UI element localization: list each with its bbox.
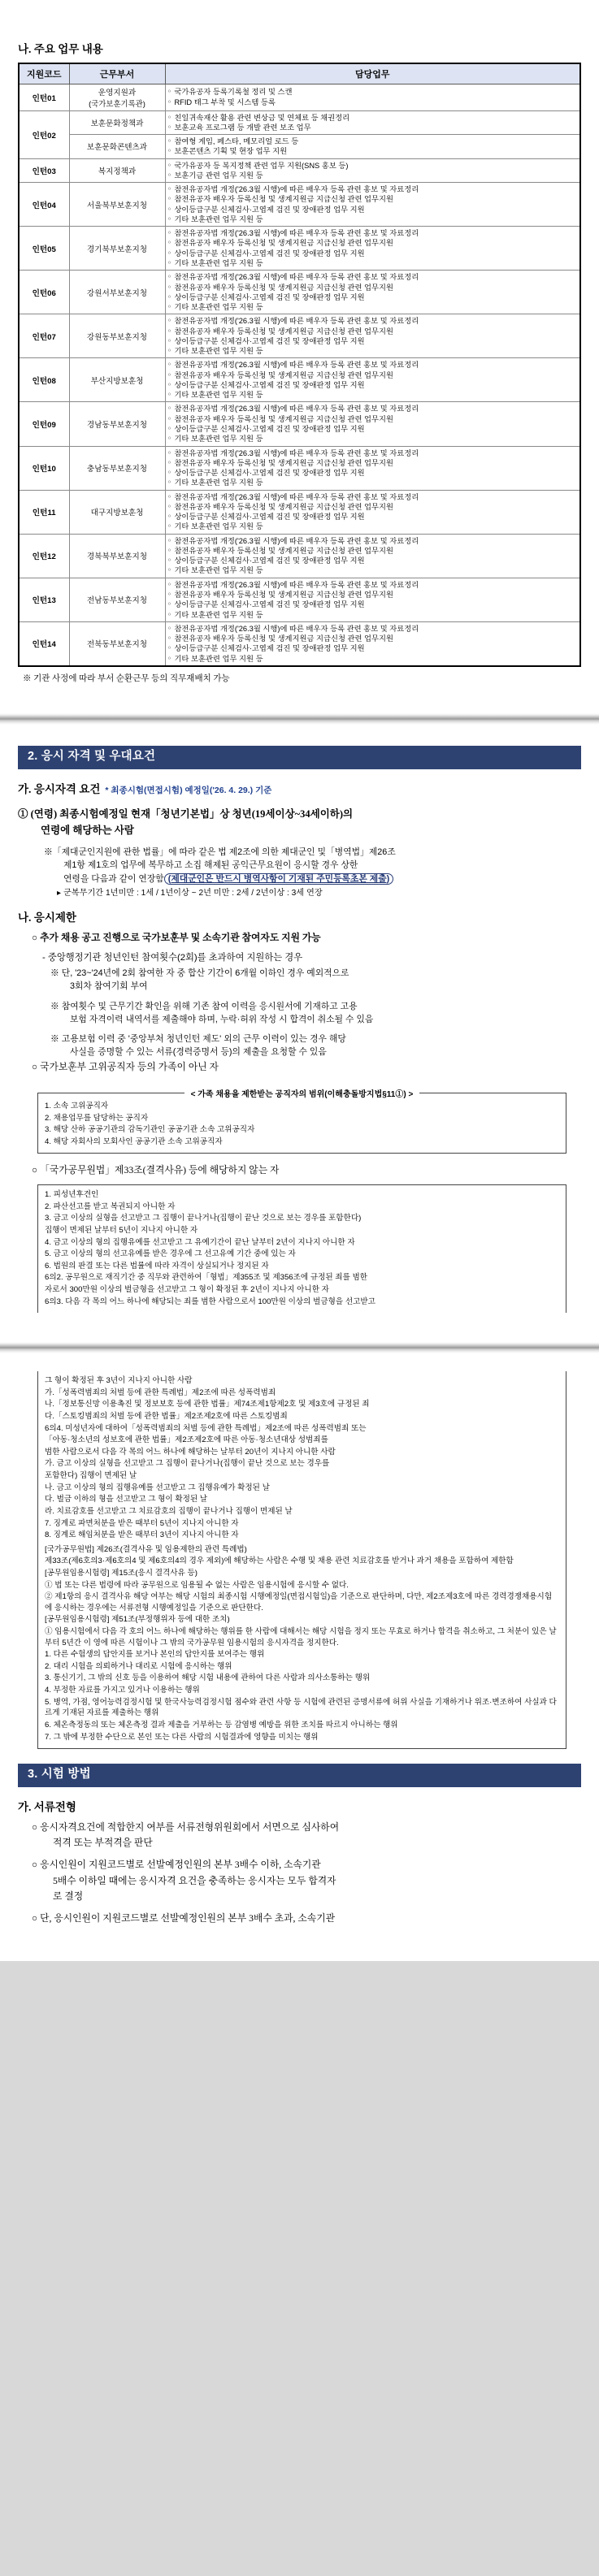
law-excerpt-line: [공무원임용시험령] 제15조(응시 결격사유 등): [45, 1568, 197, 1578]
subsection-a-title: [18, 782, 581, 797]
duty-item: ○ 상이등급구분 신체검사·고엽제 검진 및 장애판정 업무 지원: [168, 380, 578, 390]
law-excerpt-line: ② 제1항의 응시 결격사유 해당 여부는 해당 시험의 최종시험 시행예정일(면접시험일)을 기준으로 판단하며, 다만, 제2조제3호에 따른 경력경쟁채용시험에 응시하는 경우에는 서류전형 시행예정일을 기준으로 판단한다.: [45, 1592, 553, 1613]
cell-department: 경북북부보훈지청: [69, 534, 165, 578]
disqualification-item: 8. 징계로 해임처분을 받은 때부터 3년이 지나지 아니한 자: [45, 1530, 239, 1540]
duty-item: ○ 참전유공자법 개정('26.3월 시행)에 따른 배우자 등록 관련 홍보 및 자료정리: [168, 316, 578, 326]
duty-item: ○ 친일귀속재산 활용 관련 변상금 및 연체료 등 채권정리: [168, 113, 578, 123]
table-row: [19, 135, 580, 159]
table-row: [19, 314, 580, 358]
screening-item: [18, 1858, 581, 1904]
page-1: [0, 0, 599, 713]
disqualification-box-part2: [37, 1371, 566, 1749]
cell-department: 운영지원과 (국가보훈기록관): [69, 84, 165, 110]
law-excerpt-line: [공무원임용시험령] 제51조(부정행위자 등에 대한 조치): [45, 1615, 230, 1625]
law-excerpt-line: 3. 통신기기, 그 밖의 신호 등을 이용하여 해당 시험 내용에 관하여 다른 사람과 의사소통하는 행위: [45, 1673, 371, 1683]
disqualification-item: 6의2. 공무원으로 재직기간 중 직무와 관련하여「형법」제355조 및 제356조에 규정된 죄를 범한: [45, 1273, 368, 1283]
duty-item: ○ 국가유공자 등록기록철 정리 및 스캔: [168, 87, 578, 97]
veteran-note-line3: [18, 872, 581, 885]
screening-item-line: ○ 응시인원이 지원코드별로 선발예정인원의 본부 3배수 이하, 소속기관: [32, 1858, 321, 1870]
disqualification-item: 3. 금고 이상의 실형을 선고받고 그 집행이 끝나거나(집행이 끝난 것으로 보는 경우를 포함한다): [45, 1214, 362, 1223]
duty-item: ○ 참전유공자법 개정('26.3월 시행)에 따른 배우자 등록 관련 홍보 및 자료정리: [168, 448, 578, 458]
cell-department: 보훈문화정책과: [69, 110, 165, 135]
cell-duties: [165, 135, 580, 159]
duty-item: ○ 보훈교육 프로그램 등 개발 관련 보조 업무: [168, 123, 578, 132]
cell-support-code: 인턴05: [19, 227, 69, 271]
cell-duties: [165, 490, 580, 534]
duty-item: ○ 기타 보훈관련 업무 지원 등: [168, 214, 578, 224]
screening-item-line: 5배수 이하일 때에는 응시자격 요건을 충족하는 응시자는 모두 합격자: [53, 1874, 336, 1886]
duty-item: ○ 기타 보훈관련 업무 지원 등: [168, 610, 578, 620]
duty-item: ○ 참여형 게임, 페스타, 메모리얼 로드 등: [168, 136, 578, 146]
disqualification-item: 다.「스토킹범죄의 처벌 등에 관한 법률」제2조제2호에 따른 스토킹범죄: [45, 1412, 288, 1422]
cell-duties: [165, 446, 580, 490]
duty-item: ○ 참전유공자법 개정('26.3월 시행)에 따른 배우자 등록 관련 홍보 및 자료정리: [168, 492, 578, 502]
subsection-a-label: 가. 응시자격 요건: [18, 782, 101, 795]
conflict-box-items: [45, 1101, 559, 1147]
disqualification-items: [45, 1189, 559, 1307]
restriction-note-2-line2: 보험 자격이력 내역서를 제출해야 하며, 누락·허위 작성 시 합격이 취소될 수 있음: [70, 1014, 374, 1024]
law-excerpt-line: 2. 대리 시험을 의뢰하거나 대리로 시험에 응시하는 행위: [45, 1661, 232, 1671]
table-row: [19, 578, 580, 621]
law-excerpt-line: ① 법 또는 다른 법령에 따라 공무원으로 임용될 수 없는 사람은 임용시험에 응시할 수 없다.: [45, 1580, 349, 1590]
cell-department: 경남동부보훈지청: [69, 402, 165, 446]
disqualification-item: 다. 벌금 이하의 형을 선고받고 그 형이 확정된 날: [45, 1495, 208, 1504]
cell-department: 부산지방보훈청: [69, 358, 165, 402]
duty-item: ○ 보훈기금 관련 업무 지원 등: [168, 171, 578, 180]
law-excerpt-line: [국가공무원법] 제26조(결격사유 및 임용제한의 관련 특례법): [45, 1544, 247, 1554]
duty-item: ○ 참전유공자법 개정('26.3월 시행)에 따른 배우자 등록 관련 홍보 및 자료정리: [168, 184, 578, 194]
duty-item: ○ 기타 보훈관련 업무 지원 등: [168, 522, 578, 531]
disqualification-item: 집행이 면제된 날부터 5년이 지나지 아니한 자: [45, 1225, 198, 1235]
table-row: [19, 271, 580, 314]
restriction-item-2: ○ 국가보훈부 고위공직자 등의 가족이 아닌 자: [32, 1061, 219, 1073]
table-row: [19, 158, 580, 183]
duty-item: ○ 기타 보훈관련 업무 지원 등: [168, 654, 578, 664]
subsection-b-title: 나. 응시제한: [18, 911, 76, 924]
section-heading-2: 2. 응시 자격 및 우대요건: [18, 746, 581, 769]
disqualification-item: 2. 파산선고를 받고 복권되지 아니한 자: [45, 1201, 176, 1211]
cell-duties: [165, 271, 580, 314]
duty-item: ○ 기타 보훈관련 업무 지원 등: [168, 390, 578, 400]
disqualification-item: 나. 금고 이상의 형의 집행유예를 선고받고 그 집행유예가 확정된 날: [45, 1483, 270, 1492]
veteran-note-boxed: (제대군인은 반드시 병역사항이 기재된 주민등록초본 제출): [164, 873, 394, 885]
duty-item: ○ 참전유공자법 개정('26.3월 시행)에 따른 배우자 등록 관련 홍보 및 자료정리: [168, 404, 578, 413]
conflict-item: 3. 해당 산하 공공기관의 감독기관인 공공기관 소속 고위공직자: [45, 1125, 255, 1135]
age-requirement-line2: 연령에 해당하는 사람: [41, 824, 134, 836]
disqualification-item: 5. 금고 이상의 형의 선고유예를 받은 경우에 그 선고유예 기간 중에 있는 자: [45, 1249, 296, 1259]
duty-item: ○ 상이등급구분 신체검사·고엽제 검진 및 장애판정 업무 지원: [168, 249, 578, 258]
duty-item: ○ 국가유공자 등 복지정책 관련 업무 지원(SNS 홍보 등): [168, 161, 578, 171]
cell-support-code: 인턴12: [19, 534, 69, 578]
cell-department: 전남동부보훈지청: [69, 578, 165, 621]
duty-item: ○ 참전유공자 배우자 등록신청 및 생계지원금 지급신청 관련 업무지원: [168, 283, 578, 292]
disqualification-item: 나.「정보통신망 이용촉진 및 정보보호 등에 관한 법률」제74조제1항제2호 및 제3호에 규정된 죄: [45, 1400, 370, 1409]
cell-duties: [165, 158, 580, 183]
cell-duties: [165, 578, 580, 621]
law-excerpt-line: ① 임용시험에서 다음 각 호의 어느 하나에 해당하는 행위를 한 사람에 대해서는 해당 시험을 정지 또는 무효로 하거나 합격을 취소하고, 그 처분이 있은 날부터 5년간 이 영에 따른 시험이나 그 밖의 국가공무원 임용시험의 응시자격을 정지한다.: [45, 1627, 557, 1647]
law-excerpt-line: 5. 병역, 가점, 영어능력검정시험 및 한국사능력검정시험 점수와 관련 사항 등 시험에 관련된 증명서류에 허위 사실을 기재하거나 위조·변조하여 사실과 다르게 기재된 자료를 제출하는 행위: [45, 1697, 557, 1718]
related-law-excerpts: [45, 1544, 559, 1743]
subsection-a-note: * 최종시험(면접시험) 예정일('26. 4. 29.) 기준: [105, 785, 272, 795]
table-row: [19, 490, 580, 534]
cell-support-code: 인턴11: [19, 490, 69, 534]
law-excerpt-line: 4. 부정한 자료를 가지고 있거나 이용하는 행위: [45, 1686, 200, 1695]
disqualification-item: 1. 피성년후견인: [45, 1190, 99, 1200]
veteran-note-sub: ▸ 군복무기간 1년미만 : 1세 / 1년이상 ~ 2년 미만 : 2세 / 2년이상 : 3세 연장: [57, 888, 323, 898]
duty-item: ○ 참전유공자 배우자 등록신청 및 생계지원금 지급신청 관련 업무지원: [168, 590, 578, 600]
duty-item: ○ 상이등급구분 신체검사·고엽제 검진 및 장애판정 업무 지원: [168, 512, 578, 522]
disqualification-item: 그 형이 확정된 후 3년이 지나지 아니한 사람: [45, 1376, 193, 1386]
duty-table: [18, 63, 581, 667]
column-header-duty: 담당업무: [165, 63, 580, 84]
disqualification-item: 6. 법원의 판결 또는 다른 법률에 따라 자격이 상실되거나 정지된 자: [45, 1261, 269, 1271]
duty-item: ○ 참전유공자 배우자 등록신청 및 생계지원금 지급신청 관련 업무지원: [168, 414, 578, 424]
disqualification-box-part1: [37, 1184, 566, 1313]
cell-support-code: 인턴02: [19, 110, 69, 158]
cell-support-code: 인턴13: [19, 578, 69, 621]
cell-department: 충남동부보훈지청: [69, 446, 165, 490]
page-separator-2: [0, 1342, 599, 1353]
cell-support-code: 인턴06: [19, 271, 69, 314]
duty-item: ○ 참전유공자법 개정('26.3월 시행)에 따른 배우자 등록 관련 홍보 및 자료정리: [168, 580, 578, 590]
duty-item: ○ 참전유공자법 개정('26.3월 시행)에 따른 배우자 등록 관련 홍보 및 자료정리: [168, 536, 578, 546]
duty-item: ○ 참전유공자법 개정('26.3월 시행)에 따른 배우자 등록 관련 홍보 및 자료정리: [168, 624, 578, 634]
cell-support-code: 인턴01: [19, 84, 69, 110]
restriction-note-3-line1: ※ 고용보험 이력 중 '중앙부처 청년인턴 제도' 외의 근무 이력이 있는 경우 해당: [50, 1033, 346, 1044]
table-row: [19, 183, 580, 227]
table-row: [19, 534, 580, 578]
table-row: [19, 84, 580, 110]
disqualification-item: 4. 금고 이상의 형의 집행유예를 선고받고 그 유예기간이 끝난 날부터 2년이 지나지 아니한 자: [45, 1237, 355, 1247]
cell-department: 대구지방보훈청: [69, 490, 165, 534]
table-row: [19, 110, 580, 135]
restriction-note-2-line1: ※ 참여횟수 및 근무기간 확인을 위해 기존 참여 이력을 응시원서에 기재하고 고용: [50, 1001, 358, 1011]
cell-duties: [165, 358, 580, 402]
duty-item: ○ 상이등급구분 신체검사·고엽제 검진 및 장애판정 업무 지원: [168, 336, 578, 346]
duty-item: ○ 참전유공자법 개정('26.3월 시행)에 따른 배우자 등록 관련 홍보 및 자료정리: [168, 272, 578, 282]
conflict-box-caption: < 가족 채용을 제한받는 공직자의 범위(이해충돌방지법§11①) >: [38, 1087, 566, 1099]
restriction-note-1-line1: ※ 단, '23~'24년에 2회 참여한 자 중 합산 기간이 6개월 이하인 경우 예외적으로: [50, 968, 349, 979]
section-heading-3: 3. 시험 방법: [18, 1764, 581, 1787]
cell-duties: [165, 314, 580, 358]
cell-duties: [165, 183, 580, 227]
table-row: [19, 227, 580, 271]
conflict-item: 1. 소속 고위공직자: [45, 1102, 109, 1110]
duty-item: ○ 상이등급구분 신체검사·고엽제 검진 및 장애판정 업무 지원: [168, 292, 578, 302]
law-excerpt-line: 1. 다른 수험생의 답안지를 보거나 본인의 답안지를 보여주는 행위: [45, 1650, 265, 1660]
duty-item: ○ 참전유공자 배우자 등록신청 및 생계지원금 지급신청 관련 업무지원: [168, 370, 578, 380]
veteran-note-line2: 제1항 제1호의 업무에 복무하고 소집 해제된 공익근무요원이 응시할 경우 상한: [63, 860, 358, 871]
page-2: [0, 725, 599, 1342]
table-note: ※ 기관 사정에 따라 부서 순환근무 등의 직무재배치 가능: [23, 673, 230, 683]
duty-item: ○ 참전유공자법 개정('26.3월 시행)에 따른 배우자 등록 관련 홍보 및 자료정리: [168, 228, 578, 238]
cell-department: 전북동부보훈지청: [69, 621, 165, 666]
duty-item: ○ 참전유공자 배우자 등록신청 및 생계지원금 지급신청 관련 업무지원: [168, 546, 578, 556]
cell-support-code: 인턴14: [19, 621, 69, 666]
duty-item: ○ 참전유공자 배우자 등록신청 및 생계지원금 지급신청 관련 업무지원: [168, 502, 578, 512]
duty-item: ○ 기타 보훈관련 업무 지원 등: [168, 346, 578, 356]
duty-item: ○ 참전유공자 배우자 등록신청 및 생계지원금 지급신청 관련 업무지원: [168, 194, 578, 204]
circle-bullet-icon: ○: [32, 931, 41, 943]
age-requirement-line1: ① (연령) 최종시험예정일 현재「청년기본법」상 청년(19세이상~34세이하)의: [18, 808, 354, 820]
disqualification-item: 라. 치료감호를 선고받고 그 치료감호의 집행이 끝나거나 집행이 면제된 날: [45, 1506, 293, 1516]
duty-item: ○ 상이등급구분 신체검사·고엽제 검진 및 장애판정 업무 지원: [168, 205, 578, 214]
disqualification-item: 포함한다) 집행이 면제된 날: [45, 1471, 137, 1481]
duty-item: ○ RFID 태그 부착 및 시스템 등록: [168, 97, 578, 107]
duty-item: ○ 기타 보훈관련 업무 지원 등: [168, 478, 578, 487]
cell-duties: [165, 621, 580, 666]
screening-item-line: 적격 또는 부적격을 판단: [53, 1837, 153, 1849]
duty-item: ○ 참전유공자 배우자 등록신청 및 생계지원금 지급신청 관련 업무지원: [168, 634, 578, 643]
disqualification-item: 가. 금고 이상의 실형을 선고받고 그 집행이 끝나거나(집행이 끝난 것으로 보는 경우를: [45, 1459, 330, 1469]
disqualification-item: 6의3. 다음 각 목의 어느 하나에 해당되는 죄를 범한 사람으로서 100만원 이상의 벌금형을 선고받고: [45, 1297, 375, 1306]
column-header-code: 지원코드: [19, 63, 69, 84]
cell-department-sub: (국가보훈기록관): [89, 98, 145, 108]
cell-duties: [165, 84, 580, 110]
cell-support-code: 인턴10: [19, 446, 69, 490]
duty-item: ○ 참전유공자 배우자 등록신청 및 생계지원금 지급신청 관련 업무지원: [168, 458, 578, 468]
screening-item-line: 로 결정: [53, 1890, 84, 1903]
circle-bullet-icon-3: ○: [32, 1164, 41, 1176]
conflict-item: 4. 해당 자회사의 모회사인 공공기관 소속 고위공직자: [45, 1136, 223, 1146]
duty-item: ○ 기타 보훈관련 업무 지원 등: [168, 302, 578, 312]
page-separator-1: [0, 713, 599, 725]
cell-support-code: 인턴04: [19, 183, 69, 227]
law-excerpt-line: 7. 그 밖에 부정한 수단으로 본인 또는 다른 사람의 시험결과에 영향을 미치는 행위: [45, 1732, 319, 1742]
duty-item: ○ 기타 보훈관련 업무 지원 등: [168, 565, 578, 575]
veteran-note-line3-pre: 연령을 다음과 같이 연장함: [63, 873, 164, 884]
law-excerpt-line: 제33조(제6호의3·제6호의4 및 제6호의4의 경우 제외)에 해당하는 사람은 수행 및 채용 관련 치료감호를 받거나 과거 채용을 포함하여 제한함: [45, 1556, 514, 1566]
duty-item: ○ 참전유공자법 개정('26.3월 시행)에 따른 배우자 등록 관련 홍보 및 자료정리: [168, 360, 578, 370]
cell-duties: [165, 534, 580, 578]
circle-bullet-icon-2: ○: [32, 1061, 41, 1073]
duty-item: ○ 상이등급구분 신체검사·고엽제 검진 및 장애판정 업무 지원: [168, 600, 578, 609]
cell-duties: [165, 227, 580, 271]
disqualification-item: 7. 징계로 파면처분을 받은 때부터 5년이 지나지 아니한 자: [45, 1518, 239, 1528]
restriction-item-1: ○ 추가 채용 공고 진행으로 국가보훈부 및 소속기관 참여자도 지원 가능: [32, 931, 321, 943]
disqualification-item: 6의4. 미성년자에 대하여「성폭력범죄의 처벌 등에 관한 특례법」제2조에 따른 성폭력범죄 또는: [45, 1423, 367, 1433]
duty-item: ○ 상이등급구분 신체검사·고엽제 검진 및 장애판정 업무 지원: [168, 424, 578, 434]
duty-table-body: [19, 84, 580, 666]
cell-department: 경기북부보훈지청: [69, 227, 165, 271]
column-header-dept: 근무부서: [69, 63, 165, 84]
disqualification-continued-items: [45, 1375, 559, 1541]
cell-duties: [165, 402, 580, 446]
restriction-dash-1: - 중앙행정기관 청년인턴 참여횟수(2회)를 초과하여 지원하는 경우: [42, 953, 303, 963]
screening-item: [18, 1821, 581, 1851]
duty-item: ○ 기타 보훈관련 업무 지원 등: [168, 258, 578, 268]
cell-department: 서울북부보훈지청: [69, 183, 165, 227]
restriction-note-1-line2: 3회차 참여기회 부여: [70, 981, 148, 992]
screening-item-line: ○ 응시자격요건에 적합한지 여부를 서류전형위원회에서 서면으로 심사하여: [32, 1821, 340, 1833]
page-3: [0, 1353, 599, 1961]
table-row: [19, 446, 580, 490]
table-row: [19, 621, 580, 666]
duty-item: ○ 참전유공자 배우자 등록신청 및 생계지원금 지급신청 관련 업무지원: [168, 327, 578, 336]
restriction-item-3: ○ 「국가공무원법」제33조(결격사유) 등에 해당하지 않는 자: [32, 1164, 280, 1176]
subsection-3a-title: 가. 서류전형: [18, 1801, 76, 1814]
cell-support-code: 인턴09: [19, 402, 69, 446]
cell-support-code: 인턴07: [19, 314, 69, 358]
cell-department: 강원동부보훈지청: [69, 314, 165, 358]
conflict-of-interest-box: [37, 1090, 566, 1154]
restriction-note-3-line2: 사실을 증명할 수 있는 서류(경력증명서 등)의 제출을 요청할 수 있음: [70, 1047, 327, 1058]
screening-item-line: ○ 단, 응시인원이 지원코드별로 선발예정인원의 본부 3배수 초과, 소속기관: [32, 1912, 335, 1924]
table-row: [19, 358, 580, 402]
duty-item: ○ 참전유공자 배우자 등록신청 및 생계지원금 지급신청 관련 업무지원: [168, 238, 578, 248]
cell-support-code: 인턴08: [19, 358, 69, 402]
duty-item: ○ 기타 보훈관련 업무 지원 등: [168, 434, 578, 444]
duty-item: ○ 상이등급구분 신체검사·고엽제 검진 및 장애판정 업무 지원: [168, 643, 578, 653]
screening-items: [18, 1821, 581, 1926]
disqualification-item: 범한 사람으로서 다음 각 목의 어느 하나에 해당하는 날부터 20년이 지나지 아니한 사람: [45, 1447, 336, 1457]
conflict-item: 2. 채용업무를 담당하는 공직자: [45, 1113, 149, 1123]
disqualification-item: 「아동·청소년의 성보호에 관한 법률」제2조제2호에 따른 아동·청소년대상 성범죄를: [45, 1435, 328, 1445]
cell-department: 복지정책과: [69, 158, 165, 183]
screening-item: [18, 1911, 581, 1926]
table-row: [19, 402, 580, 446]
veteran-note-line1: ※「제대군인지원에 관한 법률」에 따라 같은 법 제2조에 의한 제대군인 및「병역법」제26조: [44, 847, 396, 858]
duty-item: ○ 상이등급구분 신체검사·고엽제 검진 및 장애판정 업무 지원: [168, 468, 578, 478]
cell-support-code: 인턴03: [19, 158, 69, 183]
duty-item: ○ 상이등급구분 신체검사·고엽제 검진 및 장애판정 업무 지원: [168, 556, 578, 565]
cell-department: 강원서부보훈지청: [69, 271, 165, 314]
page-title: 나. 주요 업무 내용: [18, 43, 103, 55]
law-excerpt-line: 6. 체온측정동의 또는 체온측정 결과 제출을 거부하는 등 감염병 예방을 위한 조치를 따르지 아니하는 행위: [45, 1720, 398, 1730]
cell-department: 보훈문화콘텐츠과: [69, 135, 165, 159]
duty-item: ○ 보훈콘텐츠 기획 및 현장 업무 지원: [168, 146, 578, 156]
disqualification-item: 가.「성폭력범죄의 처벌 등에 관한 특례법」제2조에 따른 성폭력범죄: [45, 1388, 276, 1397]
disqualification-item: 자로서 300만원 이상의 벌금형을 선고받고 그 형이 확정된 후 2년이 지나지 아니한 자: [45, 1285, 329, 1294]
cell-duties: [165, 110, 580, 135]
table-header-row: [19, 63, 580, 84]
